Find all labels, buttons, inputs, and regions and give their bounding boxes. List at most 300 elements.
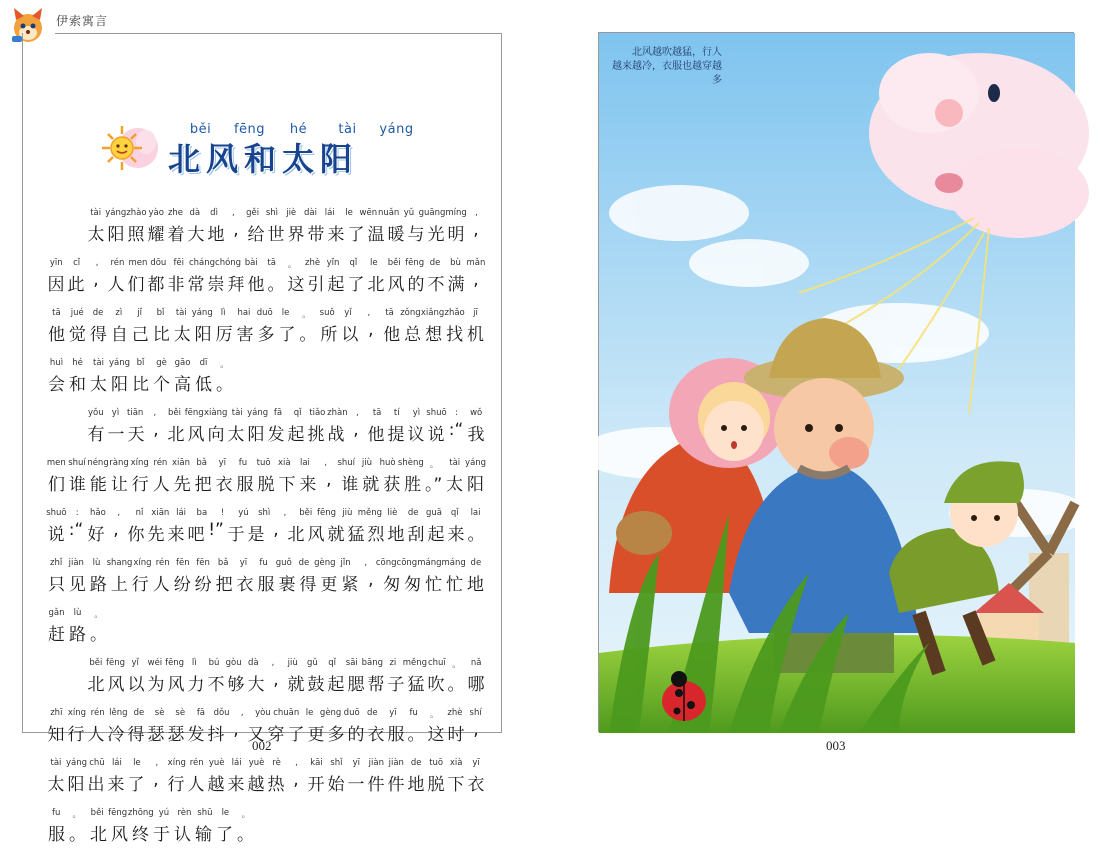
hanzi-char: 害 [236,325,254,345]
pinyin-syllable: zhàn [327,408,348,418]
pinyin-syllable: dà [248,658,259,668]
pinyin-syllable: fēng [106,658,126,668]
story-title: 北风和太阳 [168,140,359,178]
pinyin-syllable: yào [148,208,164,218]
hanzi-char: 了 [347,225,365,245]
pinyin-syllable: gèng [314,558,336,568]
pinyin-syllable: 。 [241,810,251,820]
pinyin-syllable: zì [115,308,123,318]
hanzi-char: 阳 [247,425,265,445]
text-line [46,458,486,508]
caption-line: 北风越吹越猛，行人 [632,47,722,58]
hanzi-char: 腮 [347,675,365,695]
hanzi-char: , [153,420,159,440]
hanzi-char: 着 [167,225,185,245]
hanzi-char: 起 [327,675,345,695]
hanzi-char: 时 [447,725,465,745]
hanzi-char: 赶 [48,625,65,645]
hanzi-char: 风 [307,525,325,545]
pinyin-syllable: , [240,708,244,718]
pinyin-syllable: shuō [46,508,67,518]
text-line [46,358,486,408]
hanzi-char: 是 [247,525,265,545]
pinyin-syllable: dì [210,208,218,218]
hanzi-char: 太 [446,475,464,495]
hanzi-char: 子 [387,675,405,695]
pinyin-syllable: , [356,408,359,418]
hanzi-char: 服 [257,575,275,595]
pinyin-syllable: dà [189,208,201,218]
pinyin-syllable: zhè [304,258,321,268]
hanzi-char: 脱 [427,775,445,795]
pinyin-syllable: běi [89,658,103,668]
pinyin-syllable: rén [110,258,125,268]
pinyin-syllable: rén [189,758,204,768]
hanzi-char: :“ [68,520,84,540]
pinyin-syllable: , [155,758,159,768]
pinyin-syllable: jiè [286,208,297,218]
hanzi-char: 地 [207,225,225,245]
pinyin-syllable: yáng [109,358,131,368]
hanzi-char: 想 [425,325,443,345]
text-line [46,608,486,658]
hanzi-char: 太 [90,375,107,395]
hanzi-char: 北 [167,425,185,445]
pinyin-syllable: yú [238,508,249,518]
hanzi-char: 大 [187,225,205,245]
pinyin-syllable: tí [393,408,400,418]
pinyin-syllable: tài [93,358,104,368]
text-line [46,808,486,858]
hanzi-char: !” [208,520,224,540]
hanzi-char: 。 [90,625,107,645]
hanzi-char: , [353,420,359,440]
pinyin-syllable: jiàn [368,758,384,768]
hanzi-char: 都 [147,275,165,295]
pinyin-syllable: yǔ [403,208,415,218]
hanzi-char: 太 [87,225,105,245]
hanzi-char: , [273,670,279,690]
hanzi-char: 又 [247,725,265,745]
hanzi-char: 行 [67,725,85,745]
hanzi-char: 行 [167,775,185,795]
pinyin-syllable: zhōng [127,808,154,818]
pinyin-syllable: de [470,558,482,568]
hanzi-char: 一 [107,425,125,445]
hanzi-char: 找 [446,325,464,345]
hanzi-char: 更 [307,725,325,745]
hanzi-char: 穿 [267,725,285,745]
hanzi-char: 说 [47,525,65,545]
hanzi-char: 紧 [341,575,359,595]
text-line [46,258,486,308]
hanzi-char: 来 [299,475,317,495]
pinyin-syllable: xià [277,458,291,468]
hanzi-char: 以 [341,325,359,345]
hanzi-char: 会 [48,375,65,395]
pinyin-syllable: , [324,458,327,468]
hanzi-char: 只 [47,575,65,595]
hanzi-char: 一 [347,775,365,795]
pinyin-syllable: tiǎo [309,408,326,418]
hanzi-char: , [153,770,159,790]
hanzi-char: , [473,220,479,240]
pinyin-syllable: tuō [256,458,271,468]
pinyin-syllable: lái [231,758,242,768]
hanzi-char: 了 [127,775,145,795]
pinyin-syllable: yòu [255,708,271,718]
pinyin-syllable: lěng [109,708,128,718]
hanzi-char: 刮 [407,525,425,545]
hanzi-char: 太 [227,425,245,445]
hanzi-char: 阳 [111,375,128,395]
pinyin-syllable: rén [155,558,170,568]
hanzi-char: 猛 [407,675,425,695]
pinyin-syllable: yáng [65,758,87,768]
hanzi-char: 觉 [68,325,86,345]
hanzi-char: 这 [427,725,445,745]
pinyin-syllable: xíng [67,708,87,718]
pinyin-syllable: , [117,508,121,518]
hanzi-char: 发 [267,425,285,445]
pinyin-syllable: xíng [167,758,186,768]
pinyin-syllable: yú [158,808,170,818]
hanzi-char: 阳 [67,775,85,795]
pinyin-syllable: lì [220,308,226,318]
hanzi-char: 阳 [467,475,485,495]
pinyin-syllable: dī [199,358,208,368]
pinyin-syllable: , [153,408,157,418]
pinyin-syllable: cōng [396,558,418,568]
pinyin-syllable: shuō [426,408,447,418]
hanzi-char: 人 [187,775,205,795]
pinyin-syllable: le [221,808,230,818]
hanzi-char: 带 [307,225,325,245]
hanzi-char: 阳 [194,325,212,345]
pinyin-syllable: xíng [130,458,149,468]
hanzi-char: 路 [69,625,86,645]
pinyin-syllable: yǒu [88,408,104,418]
pinyin-syllable: duō [343,708,360,718]
pinyin-syllable: zi [389,658,397,668]
pinyin-syllable: qǐ [450,508,459,518]
pinyin-syllable: jiàn [68,558,84,568]
hanzi-char: 发 [187,725,205,745]
pinyin-syllable: qǐ [349,258,358,268]
pinyin-syllable: tiān [127,408,144,418]
pinyin-syllable: jī [473,308,478,318]
hanzi-char: 得 [89,325,107,345]
hanzi-char: 机 [467,325,485,345]
pinyin-syllable: bāng [361,658,384,668]
pinyin-syllable: le [133,758,141,768]
hanzi-char: 衣 [467,775,485,795]
hanzi-char: 下 [447,775,465,795]
hanzi-char: 崇 [207,275,225,295]
hanzi-char: 下 [278,475,296,495]
text-line [46,758,486,808]
pinyin-syllable: 。 [72,810,81,820]
pinyin-syllable: jiù [287,658,298,668]
hanzi-char: 挑 [307,425,325,445]
pinyin-syllable: 。 [94,610,103,620]
pinyin-syllable: hǎo [90,508,106,518]
hanzi-char: 有 [87,425,105,445]
pinyin-syllable: nuǎn [377,208,400,218]
hanzi-char: 起 [427,525,445,545]
pinyin-syllable: cháng [188,258,216,268]
hanzi-char: 比 [152,325,170,345]
pinyin-syllable: bǐ [156,308,165,318]
pinyin-syllable: yuè [208,758,225,768]
pinyin-syllable: tā [52,308,61,318]
pinyin-syllable: dōu [150,258,167,268]
hanzi-char: 个 [153,375,170,395]
hanzi-char: 人 [152,575,170,595]
pinyin-syllable: sāi [345,658,358,668]
hanzi-char: 比 [132,375,149,395]
pinyin-syllable: yīn [49,258,63,268]
pinyin-syllable: tài [90,208,102,218]
hanzi-char: 够 [227,675,245,695]
pinyin-syllable: fu [409,708,418,718]
pinyin-syllable: shǐ [330,758,343,768]
hanzi-char: 他 [47,325,65,345]
pinyin-syllable: bǎ [196,458,207,468]
hanzi-char: 了 [216,825,233,845]
hanzi-char: 帮 [367,675,385,695]
pinyin-syllable: fā [273,408,283,418]
pinyin-syllable: lù [92,558,101,568]
pinyin-syllable: rèn [177,808,192,818]
pinyin-syllable: běi [168,408,182,418]
pinyin-syllable: gòu [225,658,242,668]
pinyin-syllable: běi [90,808,104,818]
pinyin-syllable: , [367,308,371,318]
pinyin-syllable: míng [445,208,467,218]
hanzi-char: 让 [110,475,128,495]
hanzi-char: 瑟 [167,725,185,745]
hanzi-char: 多 [327,725,345,745]
pinyin-syllable: qǐ [293,408,302,418]
hanzi-char: 说 [427,425,445,445]
hanzi-char: 你 [127,525,145,545]
hanzi-char: 不 [427,275,445,295]
pinyin-syllable: yī [352,758,361,768]
hanzi-char: 了 [287,725,305,745]
pinyin-syllable: wéi [147,658,163,668]
hanzi-char: 服 [48,825,65,845]
hanzi-char: 满 [447,275,465,295]
hanzi-char: 得 [299,575,317,595]
hanzi-char: 界 [287,225,305,245]
hanzi-char: 为 [147,675,165,695]
hanzi-char: 件 [367,775,385,795]
pinyin-syllable: huò [379,458,396,468]
pinyin-syllable: tài [175,308,187,318]
pinyin-syllable: yī [218,458,227,468]
hanzi-char: , [368,320,374,340]
text-line [46,408,486,458]
hanzi-char: 服 [387,725,405,745]
hanzi-char: 地 [467,575,485,595]
hanzi-char: 好 [87,525,105,545]
pinyin-syllable: tài [50,758,62,768]
pinyin-syllable: měng [357,508,383,518]
text-line [46,508,486,558]
pinyin-syllable: gǎn [48,608,65,618]
pinyin-syllable: wǒ [470,408,483,418]
pinyin-syllable: máng [441,558,466,568]
hanzi-char: 起 [327,275,345,295]
hanzi-char: 不 [207,675,225,695]
hanzi-char: 开 [307,775,325,795]
hanzi-char: 匆 [404,575,422,595]
pinyin-syllable: rén [90,708,105,718]
hanzi-char: , [473,270,479,290]
pinyin-syllable: le [370,258,378,268]
hanzi-char: 的 [347,725,365,745]
pinyin-syllable: guǒ [275,558,292,568]
hanzi-char: 出 [87,775,105,795]
pinyin-syllable: de [133,708,145,718]
hanzi-char: 。” [424,475,443,495]
pinyin-syllable: de [92,308,104,318]
hanzi-char: 谁 [341,475,359,495]
pinyin-syllable: shang [106,558,133,568]
pinyin-syllable: shuí [68,458,86,468]
hanzi-char: 瑟 [147,725,165,745]
pinyin-syllable: sè [154,708,165,718]
hanzi-char: 这 [287,275,305,295]
pinyin-syllable: běi [387,258,401,268]
pinyin-syllable: chuān [273,708,300,718]
hanzi-char: 多 [257,325,275,345]
pinyin-syllable: yǐ [344,308,352,318]
hanzi-char: 战 [327,425,345,445]
hanzi-char: 终 [132,825,149,845]
hanzi-char: 北 [87,675,105,695]
hanzi-char: 风 [107,675,125,695]
pinyin-syllable: jǐ [137,308,143,318]
hanzi-char: 行 [131,575,149,595]
pinyin-syllable: 。 [452,660,461,670]
pinyin-syllable: , [95,258,99,268]
hanzi-char: 地 [387,525,405,545]
pinyin-syllable: 。 [302,310,311,320]
pinyin-syllable: lái [324,208,335,218]
pinyin-syllable: shèng [397,458,424,468]
pinyin-syllable: fā [196,708,206,718]
pinyin-syllable: yì [412,408,421,418]
pinyin-syllable: liè [387,508,398,518]
hanzi-char: 自 [110,325,128,345]
hanzi-char: 裹 [278,575,296,595]
pinyin-syllable: xià [449,758,463,768]
pinyin-syllable: yǐ [131,658,139,668]
hanzi-char: 见 [68,575,86,595]
hanzi-char: 认 [174,825,191,845]
pinyin-syllable: fēng [405,258,425,268]
hanzi-char: 了 [347,275,365,295]
pinyin-syllable: fēng [165,658,185,668]
title-pinyin-syllable: běi [189,122,212,137]
hanzi-char: 来 [107,775,125,795]
hanzi-char: 们 [47,475,65,495]
pinyin-syllable: yáng [105,208,127,218]
hanzi-char: 越 [207,775,225,795]
pinyin-syllable: dǒu [213,708,230,718]
pinyin-syllable: chuī [427,658,446,668]
pinyin-syllable: shū [197,808,213,818]
hanzi-char: 更 [320,575,338,595]
pinyin-syllable: tài [231,408,243,418]
pinyin-syllable: , [364,558,368,568]
pinyin-syllable: yī [472,758,480,768]
hanzi-char: 光 [427,225,445,245]
hanzi-char: 阳 [107,225,125,245]
hanzi-char: , [368,570,374,590]
hanzi-char: 于 [153,825,170,845]
pinyin-syllable: tā [385,308,394,318]
story-text [46,208,486,858]
hanzi-char: , [233,220,239,240]
hanzi-char: 能 [89,475,107,495]
pinyin-syllable: fēi [173,258,185,268]
hanzi-char: 。 [69,825,86,845]
hanzi-char: 耀 [147,225,165,245]
hanzi-char: 鼓 [307,675,325,695]
pinyin-syllable: bǐ [136,358,145,368]
hanzi-char: 太 [47,775,65,795]
pinyin-syllable: zhe [167,208,184,218]
pinyin-syllable: men [46,458,66,468]
pinyin-syllable: fēn [176,558,190,568]
pinyin-syllable: jǐn [340,558,351,568]
pinyin-syllable: běi [299,508,313,518]
pinyin-syllable: nǎ [470,658,482,668]
pinyin-syllable: zǒng [400,308,421,318]
pinyin-syllable: de [367,708,378,718]
hanzi-char: 给 [247,225,265,245]
hanzi-char: 和 [69,375,86,395]
hanzi-char: 所 [320,325,338,345]
hanzi-char: 烈 [367,525,385,545]
hanzi-char: 来 [447,525,465,545]
hanzi-char: 太 [173,325,191,345]
pinyin-syllable: xiàng [204,408,228,418]
pinyin-syllable: tài [449,458,461,468]
hanzi-char: 大 [247,675,265,695]
title-pinyin-syllable: hé [289,122,308,137]
hanzi-char: 引 [307,275,325,295]
hanzi-char: , [93,270,99,290]
hanzi-char: 非 [167,275,185,295]
hanzi-char: , [326,470,332,490]
hanzi-char: 地 [407,775,425,795]
pinyin-syllable: rè [272,758,281,768]
hanzi-char: , [293,770,299,790]
hanzi-char: :“ [448,420,464,440]
pinyin-syllable: tā [267,258,276,268]
pinyin-syllable: qǐ [328,658,336,668]
illustration-caption [612,46,722,88]
pinyin-syllable: xiǎng [420,308,445,318]
hanzi-char: 向 [207,425,225,445]
hanzi-char: , [273,520,279,540]
hanzi-char: 衣 [367,725,385,745]
pinyin-syllable: jiù [342,508,353,518]
